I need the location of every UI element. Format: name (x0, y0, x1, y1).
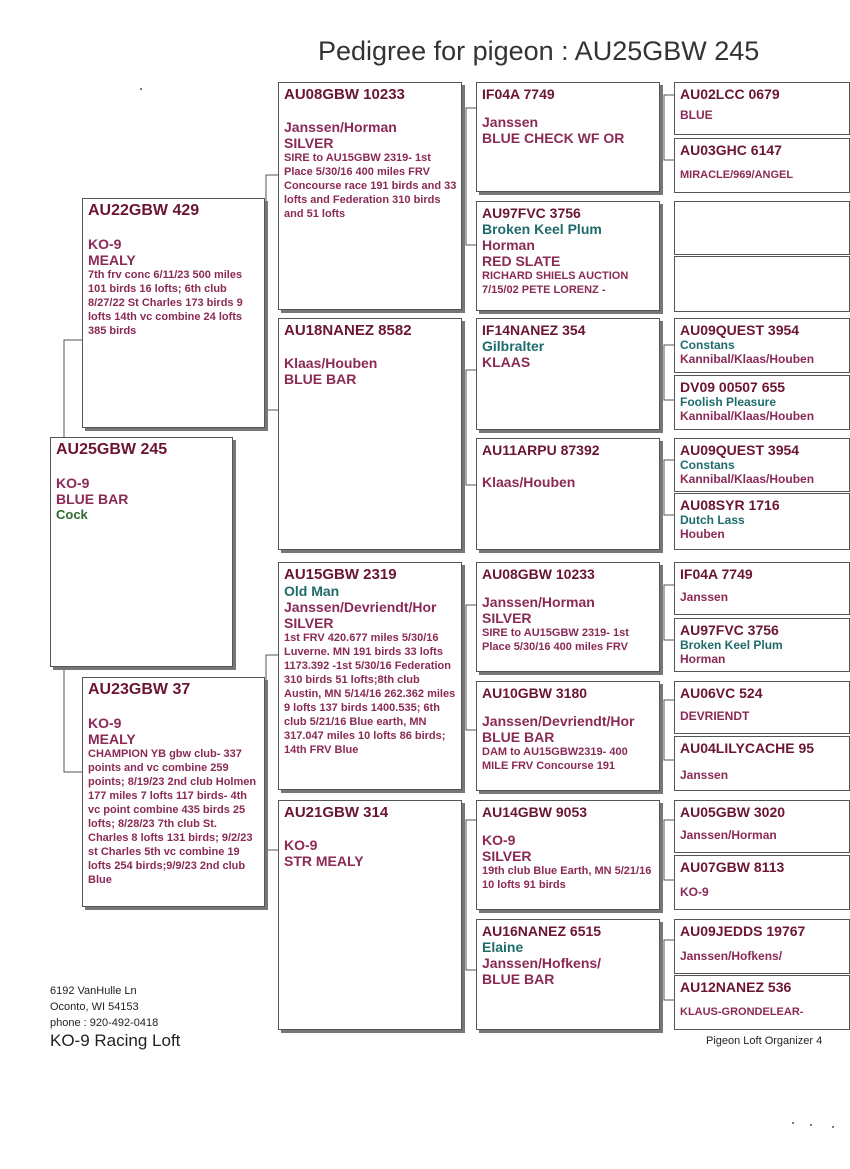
ggp1-band: IF04A 7749 (482, 86, 555, 102)
ggp7-band: AU14GBW 9053 (482, 804, 588, 820)
g4-1-band: AU02LCC 0679 (680, 86, 780, 102)
sire-color: MEALY (88, 252, 136, 268)
great-grandparent-card-5 (476, 562, 660, 672)
gp2-color: BLUE BAR (284, 371, 357, 387)
ggp8-band: AU16NANEZ 6515 (482, 923, 602, 939)
g4-9-band: IF04A 7749 (680, 566, 753, 582)
dam-strain: KO-9 (88, 715, 122, 731)
g4-8-name: Dutch Lass (680, 513, 745, 527)
grandparent-card-2 (278, 318, 462, 550)
g4-6-strain: Kannibal/Klaas/Houben (680, 409, 815, 423)
ggp2-name: Broken Keel Plum (482, 221, 602, 237)
ggp5-notes: SIRE to AU15GBW 2319- 1st Place 5/30/16 400 miles FRV (482, 627, 629, 653)
g4-15-strain: Janssen/Hofkens/ (680, 949, 783, 963)
grandparent-card-1 (278, 82, 462, 310)
subject-strain: KO-9 (56, 475, 90, 491)
g4-10-name: Broken Keel Plum (680, 638, 783, 652)
g4-card-16 (674, 975, 850, 1030)
subject-color: BLUE BAR (56, 491, 129, 507)
gp1-color: SILVER (284, 135, 334, 151)
great-grandparent-card-3 (476, 318, 660, 430)
g4-13-strain: Janssen/Horman (680, 828, 777, 842)
g4-12-strain: Janssen (680, 768, 729, 782)
address-line-2: Oconto, WI 54153 (50, 1001, 139, 1013)
ggp8-color: BLUE BAR (482, 971, 555, 987)
great-grandparent-card-4 (476, 438, 660, 550)
ggp3-band: IF14NANEZ 354 (482, 322, 586, 338)
g4-7-strain: Kannibal/Klaas/Houben (680, 472, 815, 486)
g4-5-strain: Kannibal/Klaas/Houben (680, 352, 815, 366)
sire-strain: KO-9 (88, 236, 122, 252)
dam-band: AU23GBW 37 (88, 681, 191, 698)
gp2-band: AU18NANEZ 8582 (284, 322, 412, 339)
gp3-notes: 1st FRV 420.677 miles 5/30/16 Luverne. MN 191 birds 33 lofts 1173.392 -1st 5/30/16 Federation 310 birds 51 lofts;8th club Austin, MN 5/14/16 262.362 miles 9 lofts 137 birds 1400.535; 6th club 5/21/16 Blue earth, MN 317.047 miles 10 lofts 86 birds; 14th FRV Blue (284, 632, 456, 756)
g4-2-band: AU03GHC 6147 (680, 142, 782, 158)
ggp8-name: Elaine (482, 939, 524, 955)
g4-card-11 (674, 681, 850, 734)
g4-16-band: AU12NANEZ 536 (680, 979, 792, 995)
scan-speck (810, 1124, 812, 1126)
ggp6-notes: DAM to AU15GBW2319- 400 MILE FRV Concourse 191 (482, 746, 628, 772)
g4-card-7 (674, 438, 850, 492)
scan-speck (832, 1126, 834, 1128)
page-title: Pedigree for pigeon : AU25GBW 245 (318, 36, 760, 66)
g4-card-3 (674, 201, 850, 255)
phone-line: phone : 920-492-0418 (50, 1017, 159, 1029)
g4-11-band: AU06VC 524 (680, 685, 763, 701)
g4-8-strain: Houben (680, 527, 725, 541)
gp3-name: Old Man (284, 583, 340, 599)
g4-card-15 (674, 919, 850, 974)
g4-2-color: MIRACLE/969/ANGEL (680, 169, 794, 181)
ggp2-strain: Horman (482, 237, 535, 253)
dam-color: MEALY (88, 731, 136, 747)
great-grandparent-card-6 (476, 681, 660, 791)
g4-card-10 (674, 618, 850, 672)
g4-10-band: AU97FVC 3756 (680, 622, 779, 638)
g4-13-band: AU05GBW 3020 (680, 804, 786, 820)
ggp3-strain: KLAAS (482, 354, 531, 370)
great-grandparent-card-1 (476, 82, 660, 192)
gp1-band: AU08GBW 10233 (284, 86, 405, 103)
great-grandparent-card-8 (476, 919, 660, 1030)
gp4-color: STR MEALY (284, 853, 364, 869)
ggp2-notes: RICHARD SHIELS AUCTION 7/15/02 PETE LORENZ - (482, 270, 629, 296)
owner-address (50, 983, 158, 1031)
g4-5-band: AU09QUEST 3954 (680, 322, 800, 338)
g4-7-band: AU09QUEST 3954 (680, 442, 800, 458)
ggp6-band: AU10GBW 3180 (482, 685, 588, 701)
scan-speck (792, 1122, 794, 1124)
great-grandparent-card-7 (476, 800, 660, 910)
sire-notes: 7th frv conc 6/11/23 500 miles 101 birds 16 lofts; 6th club 8/27/22 St Charles 173 birds 9 lofts 14th vc combine 24 lofts 385 birds (88, 269, 243, 337)
ggp2-color: RED SLATE (482, 253, 561, 269)
ggp7-color: SILVER (482, 848, 532, 864)
g4-card-6 (674, 375, 850, 430)
ggp5-strain: Janssen/Horman (482, 594, 595, 610)
gp3-color: SILVER (284, 615, 334, 631)
dam-card (82, 677, 265, 907)
g4-card-9 (674, 562, 850, 615)
ggp5-band: AU08GBW 10233 (482, 566, 595, 582)
ggp4-strain: Klaas/Houben (482, 474, 576, 490)
gp3-strain: Janssen/Devriendt/Hor (284, 599, 437, 615)
g4-6-name: Foolish Pleasure (680, 395, 777, 409)
g4-5-name: Constans (680, 338, 735, 352)
gp4-strain: KO-9 (284, 837, 318, 853)
ggp2-band: AU97FVC 3756 (482, 205, 581, 221)
ggp1-strain: Janssen (482, 114, 539, 130)
grandparent-card-3 (278, 562, 462, 790)
g4-6-band: DV09 00507 655 (680, 379, 786, 395)
g4-9-strain: Janssen (680, 590, 729, 604)
g4-card-4 (674, 256, 850, 312)
ggp7-strain: KO-9 (482, 832, 516, 848)
ggp4-band: AU11ARPU 87392 (482, 442, 600, 458)
grandparent-card-4 (278, 800, 462, 1030)
scan-speck (140, 88, 142, 90)
gp3-band: AU15GBW 2319 (284, 566, 397, 583)
loft-name: KO-9 Racing Loft (50, 1031, 181, 1050)
g4-7-name: Constans (680, 458, 735, 472)
g4-12-band: AU04LILYCACHE 95 (680, 740, 815, 756)
g4-15-band: AU09JEDDS 19767 (680, 923, 806, 939)
gp1-notes: SIRE to AU15GBW 2319- 1st Place 5/30/16 400 miles FRV Concourse race 191 birds and 33 lofts and Federation 310 birds and 51 lofts (284, 152, 457, 220)
g4-card-14 (674, 855, 850, 910)
ggp6-strain: Janssen/Devriendt/Hor (482, 713, 635, 729)
g4-10-strain: Horman (680, 652, 726, 666)
g4-card-2 (674, 138, 850, 193)
g4-8-band: AU08SYR 1716 (680, 497, 780, 513)
g4-16-strain: KLAUS-GRONDELEAR- (680, 1006, 804, 1018)
g4-card-13 (674, 800, 850, 853)
dam-notes: CHAMPION YB gbw club- 337 points and vc combine 259 points; 8/19/23 2nd club Holmen 177 miles 7 lofts 117 birds- 4th vc point combine 435 birds 25 lofts; 8/28/23 7th club St. Charles 8 lofts 131 birds; 9/2/23 st Charles 5th vc combine 19 lofts 254 birds;9/9/23 2nd club Blue (88, 748, 257, 886)
gp2-strain: Klaas/Houben (284, 355, 378, 371)
g4-card-5 (674, 318, 850, 373)
gp4-band: AU21GBW 314 (284, 804, 389, 821)
g4-14-strain: KO-9 (680, 885, 709, 899)
g4-11-strain: DEVRIENDT (680, 709, 750, 723)
g4-1-color: BLUE (680, 108, 713, 122)
ggp1-color: BLUE CHECK WF OR (482, 130, 625, 146)
ggp7-notes: 19th club Blue Earth, MN 5/21/16 10 lofts 91 birds (482, 865, 652, 891)
gp1-strain: Janssen/Horman (284, 119, 397, 135)
ggp8-strain: Janssen/Hofkens/ (482, 955, 602, 971)
ggp3-name: Gilbralter (482, 338, 545, 354)
great-grandparent-card-2 (476, 201, 660, 311)
ggp6-color: BLUE BAR (482, 729, 555, 745)
sire-card (82, 198, 265, 428)
ggp5-color: SILVER (482, 610, 532, 626)
sire-band: AU22GBW 429 (88, 202, 200, 219)
address-line-1: 6192 VanHulle Ln (50, 985, 137, 997)
g4-14-band: AU07GBW 8113 (680, 859, 785, 875)
software-credit: Pigeon Loft Organizer 4 (706, 1035, 823, 1047)
subject-card (50, 437, 233, 667)
g4-card-12 (674, 736, 850, 791)
subject-band: AU25GBW 245 (56, 441, 168, 458)
g4-card-1 (674, 82, 850, 135)
g4-card-8 (674, 493, 850, 550)
subject-sex: Cock (56, 507, 88, 522)
